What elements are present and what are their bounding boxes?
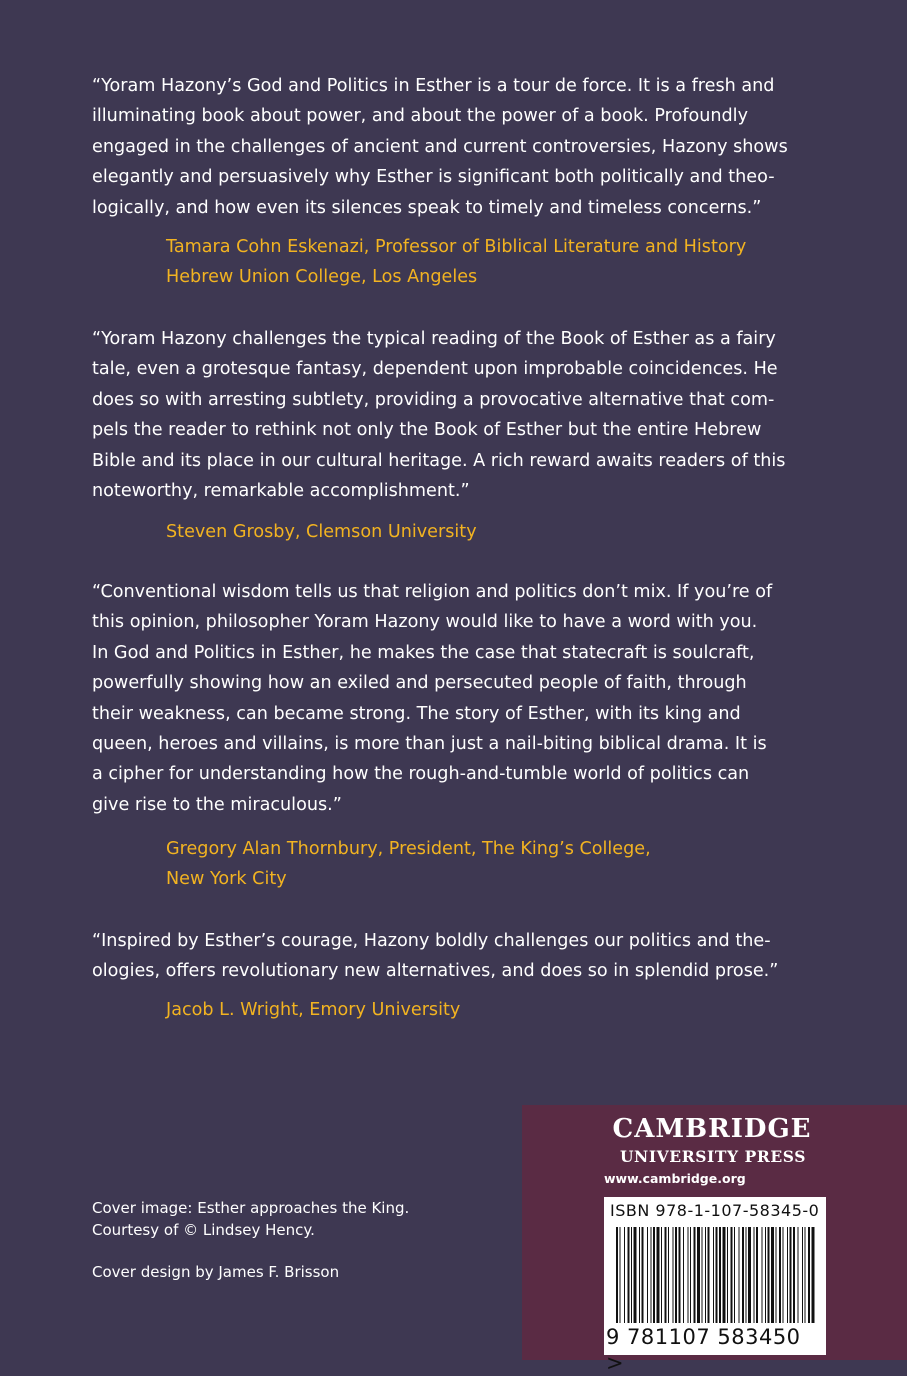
- barcode-bar: [790, 1227, 792, 1323]
- barcode-bar: [653, 1227, 655, 1323]
- barcode-block: [604, 1197, 826, 1375]
- barcode-digits: 9 781107 583450 >: [606, 1325, 801, 1375]
- barcode-bar: [708, 1227, 710, 1323]
- barcode-bar: [808, 1227, 810, 1323]
- attribution-line: Tamara Cohn Eskenazi, Professor of Biblical Literature and History: [166, 237, 747, 257]
- cover-design-credit: [92, 1261, 339, 1283]
- quote-line: does so with arresting subtlety, providing a provocative alternative that com-: [92, 389, 775, 410]
- barcode-bar: [731, 1227, 733, 1323]
- quote-line: Bible and its place in our cultural heritage. A rich reward awaits readers of this: [92, 450, 786, 471]
- barcode-icon: [616, 1227, 816, 1323]
- quote-line: “Conventional wisdom tells us that religion and politics don’t mix. If you’re of: [92, 582, 773, 602]
- attribution-line: New York City: [166, 869, 287, 890]
- barcode-bar: [639, 1227, 640, 1323]
- quote-line: logically, and how even its silences speak to timely and timeless concerns.”: [92, 197, 762, 218]
- barcode-bar: [705, 1227, 706, 1323]
- barcode-bar: [719, 1227, 721, 1323]
- publisher-url: www.cambridge.org: [604, 1171, 746, 1186]
- barcode-bar: [665, 1227, 667, 1323]
- isbn-number: ISBN 978-1-107-58345-0: [610, 1201, 820, 1220]
- barcode-bar: [628, 1227, 630, 1323]
- barcode-bar: [779, 1227, 781, 1323]
- barcode-bar: [631, 1227, 632, 1323]
- barcode-bar: [768, 1227, 770, 1323]
- quote-line: a cipher for understanding how the rough-and-tumble world of politics can: [92, 764, 750, 785]
- barcode-bar: [783, 1227, 784, 1323]
- barcode-bar: [739, 1227, 740, 1323]
- quote-line: tale, even a grotesque fantasy, dependent upon improbable coincidences. He: [92, 359, 778, 380]
- barcode-bar: [690, 1227, 691, 1323]
- quote-line: In God and Politics in Esther, he makes the case that statecraft is soulcraft,: [92, 642, 755, 663]
- credit-line: Cover design by James F. Brisson: [92, 1263, 340, 1281]
- barcode-bar: [647, 1227, 648, 1323]
- review-quote-1: [92, 71, 818, 223]
- barcode-bar: [657, 1227, 660, 1323]
- barcode-bar: [765, 1227, 766, 1323]
- barcode-bar: [688, 1227, 689, 1323]
- barcode-bar: [798, 1227, 799, 1323]
- quote-line: engaged in the challenges of ancient and current controversies, Hazony shows: [92, 136, 788, 157]
- credit-line: Cover image: Esther approaches the King.: [92, 1199, 410, 1217]
- barcode-bar: [748, 1227, 751, 1323]
- barcode-bar: [762, 1227, 763, 1323]
- barcode-bar: [673, 1227, 674, 1323]
- attribution-line: Jacob L. Wright, Emory University: [166, 1000, 461, 1020]
- barcode-bar: [727, 1227, 728, 1323]
- barcode-bar: [802, 1227, 803, 1323]
- barcode-bar: [793, 1227, 795, 1323]
- barcode-bar: [675, 1227, 677, 1323]
- attribution-line: Steven Grosby, Clemson University: [166, 522, 477, 542]
- cover-image-credit: [92, 1197, 409, 1241]
- quote-line: “Inspired by Esther’s courage, Hazony boldly challenges our politics and the-: [92, 931, 771, 951]
- review-attribution-3: [166, 834, 816, 895]
- publisher-subname: UNIVERSITY PRESS: [619, 1147, 807, 1166]
- barcode-bar: [776, 1227, 777, 1323]
- barcode-bar: [624, 1227, 625, 1323]
- review-quote-4: [92, 926, 818, 987]
- barcode-bar: [668, 1227, 669, 1323]
- review-quote-3: [92, 577, 818, 820]
- barcode-bar: [734, 1227, 735, 1323]
- barcode-bar: [634, 1227, 637, 1323]
- barcode-bar: [679, 1227, 681, 1323]
- quote-line: their weakness, can became strong. The story of Esther, with its king and: [92, 703, 741, 724]
- attribution-line: Gregory Alan Thornbury, President, The King’s College,: [166, 839, 651, 859]
- barcode-bar: [694, 1227, 696, 1323]
- credit-line: Courtesy of © Lindsey Hency.: [92, 1221, 315, 1239]
- publisher-name: CAMBRIDGE: [612, 1114, 812, 1144]
- publisher-panel: [522, 1105, 907, 1375]
- barcode-bar: [651, 1227, 652, 1323]
- barcode-bar: [697, 1227, 700, 1323]
- barcode-bar: [642, 1227, 644, 1323]
- barcode-bar: [723, 1227, 726, 1323]
- barcode-bar: [742, 1227, 744, 1323]
- review-attribution-2: [166, 517, 816, 547]
- barcode-bar: [805, 1227, 806, 1323]
- quote-line: give rise to the miraculous.”: [92, 794, 342, 815]
- quote-line: powerfully showing how an exiled and persecuted people of faith, through: [92, 673, 747, 694]
- quote-line: pels the reader to rethink not only the Book of Esther but the entire Hebrew: [92, 420, 762, 441]
- review-quote-2: [92, 324, 818, 506]
- barcode-bar: [771, 1227, 774, 1323]
- barcode-bar: [620, 1227, 621, 1323]
- quote-line: “Yoram Hazony’s God and Politics in Esther is a tour de force. It is a fresh and: [92, 76, 775, 96]
- barcode-bar: [812, 1227, 815, 1323]
- barcode-bar: [756, 1227, 758, 1323]
- barcode-bar: [661, 1227, 662, 1323]
- barcode-bar: [683, 1227, 684, 1323]
- quote-line: elegantly and persuasively why Esther is significant both politically and theo-: [92, 167, 775, 188]
- quote-line: noteworthy, remarkable accomplishment.”: [92, 481, 470, 502]
- quote-line: ologies, offers revolutionary new alternatives, and does so in splendid prose.”: [92, 961, 779, 982]
- quote-line: queen, heroes and villains, is more than just a nail-biting biblical drama. It is: [92, 734, 767, 755]
- attribution-line: Hebrew Union College, Los Angeles: [166, 267, 478, 288]
- barcode-bar: [754, 1227, 755, 1323]
- barcode-bar: [616, 1227, 618, 1323]
- quote-line: “Yoram Hazony challenges the typical reading of the Book of Esther as a fairy: [92, 329, 776, 349]
- barcode-bar: [787, 1227, 788, 1323]
- review-attribution-4: [166, 995, 816, 1025]
- quote-line: this opinion, philosopher Yoram Hazony would like to have a word with you.: [92, 612, 758, 633]
- barcode-bar: [702, 1227, 703, 1323]
- barcode-bar: [746, 1227, 747, 1323]
- barcode-bar: [713, 1227, 714, 1323]
- quote-line: illuminating book about power, and about the power of a book. Profoundly: [92, 106, 748, 127]
- barcode-bar: [716, 1227, 718, 1323]
- review-attribution-1: [166, 232, 816, 293]
